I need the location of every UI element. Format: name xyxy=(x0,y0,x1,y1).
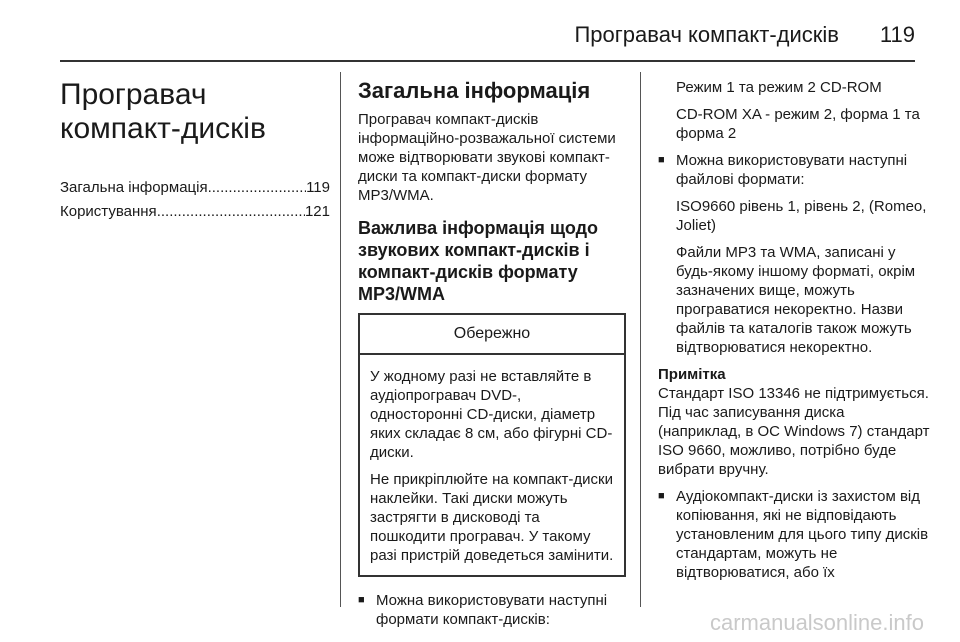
toc-item[interactable] xyxy=(60,176,330,200)
chapter-title: Програвач компакт-дисків xyxy=(60,78,266,145)
toc-leader xyxy=(208,176,306,200)
caution-paragraph: Не прикріплюйте на компакт-диски наклейки. Такі диски можуть застрягти в дисководі та пошкодити програвач. У такому разі пристрій доведеться замінити. xyxy=(370,471,614,564)
bullet-square-icon: ■ xyxy=(658,154,665,166)
caution-box xyxy=(358,313,626,577)
bullet-text: Можна використовувати наступні формати компакт-дисків: xyxy=(376,592,608,628)
caution-title: Обережно xyxy=(360,315,624,355)
header-title: Програвач компакт-дисків xyxy=(574,22,839,47)
right-column xyxy=(658,78,930,590)
bullet-item xyxy=(358,591,626,629)
format-item: Режим 1 та режим 2 CD-ROM xyxy=(676,79,882,96)
bullet-item xyxy=(658,151,930,189)
format-item: CD-ROM XA - режим 2, форма 1 та форма 2 xyxy=(676,106,920,142)
toc-leader xyxy=(157,200,305,224)
toc-item[interactable] xyxy=(60,200,330,224)
page-number: 119 xyxy=(879,22,915,47)
column-divider xyxy=(640,72,641,607)
toc-column xyxy=(60,78,330,224)
note-heading: Примітка xyxy=(658,366,726,383)
bullet-text: Можна використовувати наступні файлові формати: xyxy=(676,152,908,188)
format-item: ISO9660 рівень 1, рівень 2, (Romeo, Joliet) xyxy=(676,198,927,234)
bullet-item xyxy=(658,487,930,582)
column-divider xyxy=(340,72,341,607)
toc-item-label: Користування xyxy=(60,203,157,220)
toc-item-page: 119 xyxy=(306,179,330,196)
toc-item-page: 121 xyxy=(304,203,330,220)
bullet-square-icon: ■ xyxy=(658,490,665,502)
intro-paragraph: Програвач компакт-дисків інформаційно-розважальної системи може відтворювати звукові компакт-диски та компакт-диски формату MP3/WMA. xyxy=(358,111,616,204)
caution-paragraph: У жодному разі не вставляйте в аудіопрогравач DVD-, односторонні CD-диски, діаметр яких складає 8 см, або фігурні CD-диски. xyxy=(370,368,613,461)
watermark: carmanualsonline.info xyxy=(709,610,924,635)
page-header xyxy=(60,14,915,62)
main-column xyxy=(358,78,626,637)
subsection-heading: Важлива інформація щодо звукових компакт-дисків і компакт-дисків формату MP3/WMA xyxy=(358,218,599,304)
note-text: Стандарт ISO 13346 не підтримується. Під час записування диска (наприклад, в ОС Windows 7) стандарт ISO 9660, можливо, потрібно буде вибрати вручну. xyxy=(658,385,930,478)
bullet-text: Аудіокомпакт-диски із захистом від копіювання, які не відповідають установленим для цього типу дисків стандартам, можуть не відтворюватися, або їх xyxy=(676,488,929,581)
format-note: Файли MP3 та WMA, записані у будь-якому іншому форматі, окрім зазначених вище, можуть програватися некоректно. Назви файлів та каталогів також можуть відтворюватися некоректно. xyxy=(676,244,916,356)
section-heading: Загальна інформація xyxy=(358,78,591,103)
bullet-square-icon: ■ xyxy=(358,594,365,606)
toc-item-label: Загальна інформація xyxy=(60,179,208,196)
